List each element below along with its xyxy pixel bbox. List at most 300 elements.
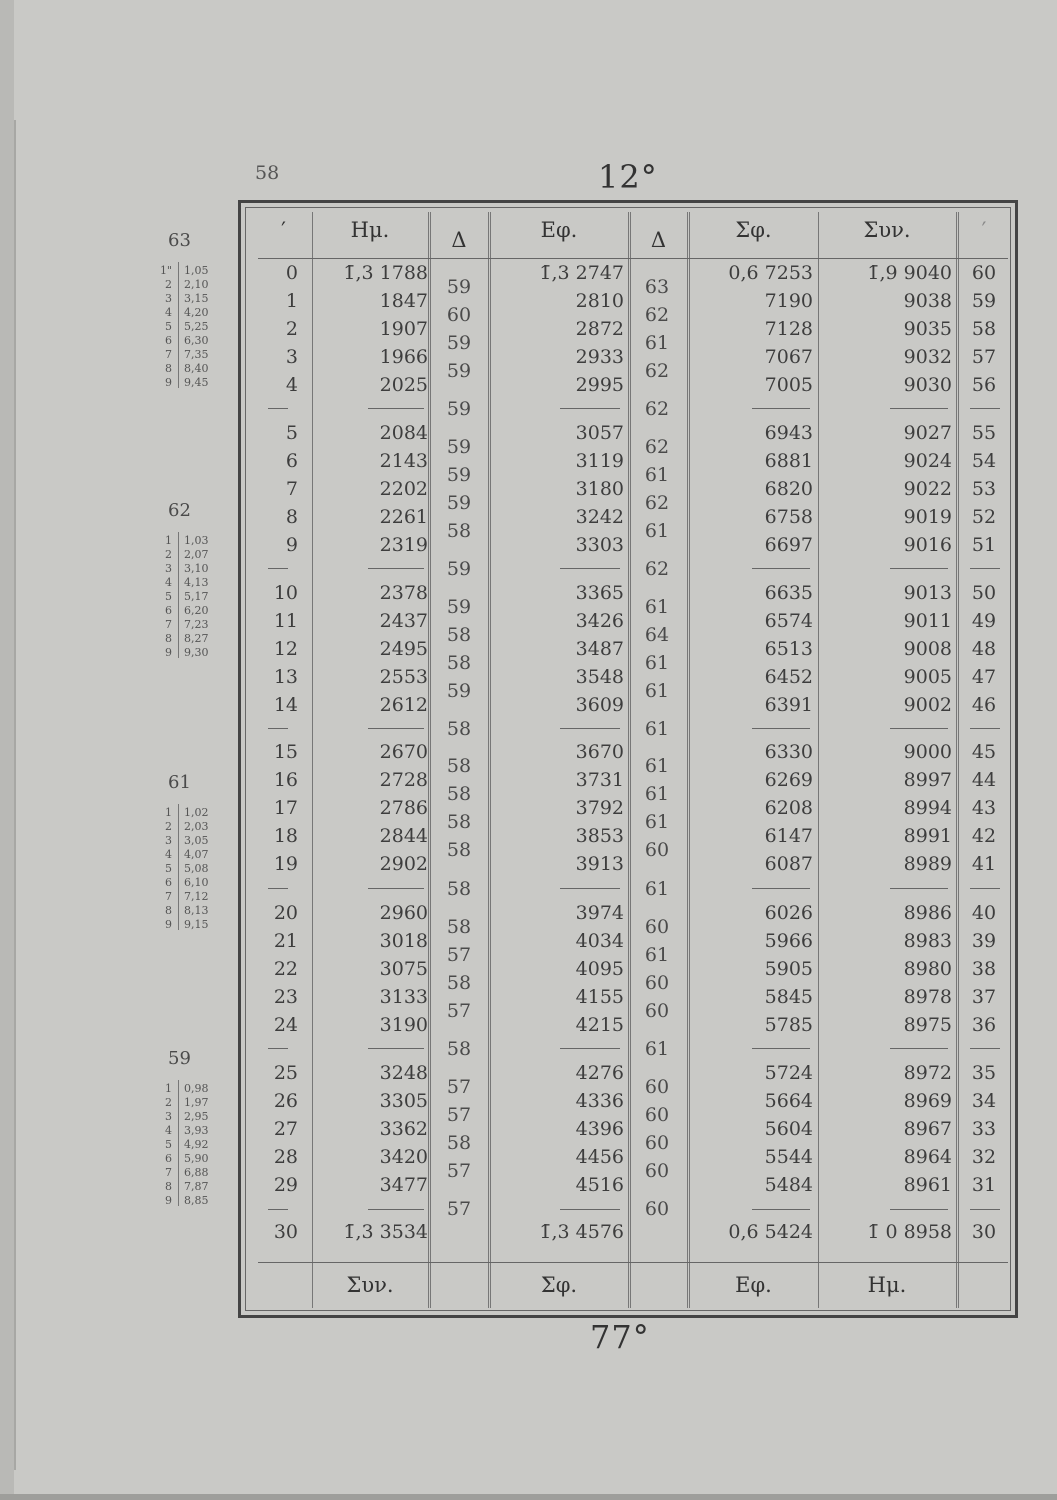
sin-cell: 2786 xyxy=(379,797,428,819)
proportional-parts-seconds: 5 xyxy=(165,862,172,875)
proportional-parts-value: 7,35 xyxy=(184,348,209,361)
proportional-parts-seconds: 2 xyxy=(165,548,172,561)
minute-cell: 21 xyxy=(273,930,298,952)
tan-cell: 4034 xyxy=(575,930,624,952)
minute-cell: 26 xyxy=(273,1090,298,1112)
sin-cell: 1966 xyxy=(379,346,428,368)
delta-sin-cell: 60 xyxy=(446,304,472,326)
group-separator xyxy=(560,568,620,569)
delta-tan-cell: 61 xyxy=(644,877,670,900)
group-separator xyxy=(752,728,810,729)
cot-cell: 6452 xyxy=(764,666,813,688)
proportional-parts-header: 61 xyxy=(168,772,191,793)
cot-cell: 5845 xyxy=(764,986,813,1008)
group-separator xyxy=(970,1209,1000,1210)
cot-cell: 0,6 5424 xyxy=(728,1221,813,1243)
delta-tan-cell: 63 xyxy=(644,276,670,298)
minute-cell: 3 xyxy=(285,346,298,368)
delta-tan-cell: 61 xyxy=(644,652,670,674)
proportional-parts-value: 9,15 xyxy=(184,918,209,931)
proportional-parts-seconds: 3 xyxy=(165,1110,172,1123)
minute-cell: 20 xyxy=(273,902,298,924)
sin-cell: 2553 xyxy=(379,666,428,688)
proportional-parts-value: 5,08 xyxy=(184,862,209,875)
proportional-parts-seconds: 7 xyxy=(165,348,172,361)
sin-cell: 3190 xyxy=(379,1014,428,1036)
proportional-parts-value: 2,03 xyxy=(184,820,209,833)
cos-cell: 8980 xyxy=(903,958,952,980)
delta-tan-cell: 60 xyxy=(644,972,670,994)
sin-cell: 2670 xyxy=(379,741,428,763)
minute-right-cell: 53 xyxy=(971,478,997,500)
minute-cell: 24 xyxy=(273,1014,298,1036)
cos-cell: 8989 xyxy=(903,853,952,875)
cos-cell: 8986 xyxy=(903,902,952,924)
proportional-parts-value: 8,40 xyxy=(184,362,209,375)
cot-cell: 5664 xyxy=(764,1090,813,1112)
minute-cell: 5 xyxy=(285,422,298,444)
proportional-parts-value: 0,98 xyxy=(184,1082,209,1095)
footer-sin: Ημ. xyxy=(867,1273,907,1297)
proportional-parts-value: 4,92 xyxy=(184,1138,209,1151)
cos-cell: 8967 xyxy=(903,1118,952,1140)
proportional-parts-seconds: 2 xyxy=(165,820,172,833)
tan-cell: 1̄,3 4576 xyxy=(539,1221,624,1243)
proportional-parts-value: 3,93 xyxy=(184,1124,209,1137)
cot-cell: 5544 xyxy=(764,1146,813,1168)
proportional-parts-header: 63 xyxy=(168,230,191,251)
sin-cell: 2143 xyxy=(379,450,428,472)
minute-cell: 16 xyxy=(273,769,298,791)
group-separator xyxy=(268,408,288,409)
group-separator xyxy=(560,408,620,409)
delta-tan-cell: 61 xyxy=(644,332,670,354)
group-separator xyxy=(268,1048,288,1049)
sin-cell: 2902 xyxy=(379,853,428,875)
delta-tan-cell: 61 xyxy=(644,464,670,486)
header-minutes: ′ xyxy=(281,218,286,242)
proportional-parts-value: 3,10 xyxy=(184,562,209,575)
cot-cell: 6943 xyxy=(764,422,813,444)
cos-cell: 8975 xyxy=(903,1014,952,1036)
group-separator xyxy=(970,728,1000,729)
tan-cell: 4155 xyxy=(575,986,624,1008)
group-separator xyxy=(560,728,620,729)
minute-right-cell: 38 xyxy=(971,958,997,980)
group-separator xyxy=(560,888,620,889)
cos-cell: 8972 xyxy=(903,1062,952,1084)
degree-heading-top: 12° xyxy=(598,158,658,196)
proportional-parts-seconds: 7 xyxy=(165,618,172,631)
proportional-parts-seconds: 8 xyxy=(165,362,172,375)
delta-tan-cell: 61 xyxy=(644,717,670,740)
delta-sin-cell: 58 xyxy=(446,755,472,777)
sin-cell: 2728 xyxy=(379,769,428,791)
delta-tan-cell: 61 xyxy=(644,811,670,833)
cot-cell: 6391 xyxy=(764,694,813,716)
proportional-parts-seconds: 2 xyxy=(165,1096,172,1109)
header-cos: Συν. xyxy=(863,218,911,242)
delta-tan-cell: 60 xyxy=(644,1160,670,1182)
tan-cell: 3057 xyxy=(575,422,624,444)
proportional-parts-value: 7,12 xyxy=(184,890,209,903)
proportional-parts-divider xyxy=(178,1080,179,1206)
group-separator xyxy=(890,888,948,889)
group-separator xyxy=(890,1209,948,1210)
minute-cell: 30 xyxy=(273,1221,298,1243)
group-separator xyxy=(368,728,424,729)
proportional-parts-value: 5,90 xyxy=(184,1152,209,1165)
minute-cell: 9 xyxy=(285,534,298,556)
tan-cell: 4456 xyxy=(575,1146,624,1168)
minute-right-cell: 55 xyxy=(971,422,997,444)
group-separator xyxy=(752,1048,810,1049)
delta-tan-cell: 61 xyxy=(644,596,670,618)
delta-tan-cell: 61 xyxy=(644,783,670,805)
sin-cell: 3305 xyxy=(379,1090,428,1112)
minute-cell: 27 xyxy=(273,1118,298,1140)
proportional-parts-seconds: 5 xyxy=(165,320,172,333)
cos-cell: 1̄,9 9040 xyxy=(867,262,952,284)
sin-cell: 1907 xyxy=(379,318,428,340)
sin-cell: 3248 xyxy=(379,1062,428,1084)
proportional-parts-value: 2,95 xyxy=(184,1110,209,1123)
delta-sin-cell: 57 xyxy=(446,1000,472,1022)
tan-cell: 4516 xyxy=(575,1174,624,1196)
sin-cell: 2261 xyxy=(379,506,428,528)
proportional-parts-value: 6,20 xyxy=(184,604,209,617)
group-separator xyxy=(890,728,948,729)
cos-cell: 9013 xyxy=(903,582,952,604)
delta-tan-cell: 60 xyxy=(644,1197,670,1220)
minute-right-cell: 33 xyxy=(971,1118,997,1140)
delta-tan-cell: 60 xyxy=(644,916,670,938)
minute-right-cell: 60 xyxy=(971,262,997,284)
proportional-parts-divider xyxy=(178,532,179,658)
degree-heading-bottom: 77° xyxy=(590,1318,650,1356)
cos-cell: 8991 xyxy=(903,825,952,847)
minute-right-cell: 34 xyxy=(971,1090,997,1112)
delta-sin-cell: 58 xyxy=(446,1132,472,1154)
delta-tan-cell: 61 xyxy=(644,944,670,966)
sin-cell: 3075 xyxy=(379,958,428,980)
tan-cell: 3119 xyxy=(575,450,624,472)
delta-tan-cell: 60 xyxy=(644,839,670,861)
sin-cell: 2437 xyxy=(379,610,428,632)
sin-cell: 1̄,3 1788 xyxy=(343,262,428,284)
cos-cell: 9008 xyxy=(903,638,952,660)
tan-cell: 3365 xyxy=(575,582,624,604)
delta-sin-cell: 59 xyxy=(446,492,472,514)
minute-cell: 23 xyxy=(273,986,298,1008)
tan-cell: 4336 xyxy=(575,1090,624,1112)
minute-right-cell: 30 xyxy=(971,1221,997,1243)
delta-tan-cell: 61 xyxy=(644,755,670,777)
delta-sin-cell: 58 xyxy=(446,811,472,833)
cos-cell: 9022 xyxy=(903,478,952,500)
cos-cell: 8961 xyxy=(903,1174,952,1196)
group-separator xyxy=(752,1209,810,1210)
sin-cell: 3362 xyxy=(379,1118,428,1140)
minute-cell: 18 xyxy=(273,825,298,847)
delta-sin-cell: 58 xyxy=(446,1038,472,1060)
tan-cell: 4095 xyxy=(575,958,624,980)
proportional-parts-value: 3,05 xyxy=(184,834,209,847)
proportional-parts-value: 1,02 xyxy=(184,806,209,819)
minute-right-cell: 48 xyxy=(971,638,997,660)
delta-sin-cell: 57 xyxy=(446,944,472,966)
sin-cell: 2960 xyxy=(379,902,428,924)
sin-cell: 1847 xyxy=(379,290,428,312)
tan-cell: 3670 xyxy=(575,741,624,763)
proportional-parts-value: 6,30 xyxy=(184,334,209,347)
group-separator xyxy=(970,408,1000,409)
group-separator xyxy=(368,1209,424,1210)
proportional-parts-seconds: 4 xyxy=(165,848,172,861)
sin-cell: 2378 xyxy=(379,582,428,604)
minute-right-cell: 49 xyxy=(971,610,997,632)
tan-cell: 3303 xyxy=(575,534,624,556)
cos-cell: 9016 xyxy=(903,534,952,556)
minute-right-cell: 46 xyxy=(971,694,997,716)
minute-right-cell: 54 xyxy=(971,450,997,472)
delta-sin-cell: 59 xyxy=(446,558,472,580)
cot-cell: 5905 xyxy=(764,958,813,980)
delta-sin-cell: 59 xyxy=(446,360,472,382)
minute-cell: 17 xyxy=(273,797,298,819)
delta-tan-cell: 62 xyxy=(644,558,670,580)
header-sin: Ημ. xyxy=(350,218,390,242)
sin-cell: 3477 xyxy=(379,1174,428,1196)
proportional-parts-seconds: 1" xyxy=(159,264,172,277)
minute-right-cell: 59 xyxy=(971,290,997,312)
minute-cell: 6 xyxy=(285,450,298,472)
delta-tan-cell: 62 xyxy=(644,492,670,514)
minute-cell: 28 xyxy=(273,1146,298,1168)
sin-cell: 3420 xyxy=(379,1146,428,1168)
proportional-parts-seconds: 7 xyxy=(165,890,172,903)
delta-tan-cell: 62 xyxy=(644,436,670,458)
minute-cell: 8 xyxy=(285,506,298,528)
group-separator xyxy=(368,568,424,569)
cos-cell: 9035 xyxy=(903,318,952,340)
delta-sin-cell: 58 xyxy=(446,652,472,674)
minute-right-cell: 51 xyxy=(971,534,997,556)
cot-cell: 6087 xyxy=(764,853,813,875)
header-delta-tan: Δ xyxy=(650,228,667,252)
group-separator xyxy=(752,888,810,889)
tan-cell: 3974 xyxy=(575,902,624,924)
delta-sin-cell: 58 xyxy=(446,916,472,938)
minute-right-cell: 44 xyxy=(971,769,997,791)
minute-right-cell: 50 xyxy=(971,582,997,604)
delta-tan-cell: 64 xyxy=(644,624,670,646)
proportional-parts-seconds: 6 xyxy=(165,1152,172,1165)
cot-cell: 6330 xyxy=(764,741,813,763)
cos-cell: 9038 xyxy=(903,290,952,312)
cot-cell: 6881 xyxy=(764,450,813,472)
tan-cell: 3609 xyxy=(575,694,624,716)
group-separator xyxy=(970,568,1000,569)
cos-cell: 9005 xyxy=(903,666,952,688)
cot-cell: 6513 xyxy=(764,638,813,660)
minute-right-cell: 41 xyxy=(971,853,997,875)
proportional-parts-value: 7,87 xyxy=(184,1180,209,1193)
cot-cell: 5785 xyxy=(764,1014,813,1036)
proportional-parts-seconds: 9 xyxy=(165,1194,172,1207)
delta-sin-cell: 59 xyxy=(446,276,472,298)
cos-cell: 9000 xyxy=(903,741,952,763)
minute-right-cell: 57 xyxy=(971,346,997,368)
tan-cell: 4215 xyxy=(575,1014,624,1036)
tan-cell: 2933 xyxy=(575,346,624,368)
group-separator xyxy=(268,1209,288,1210)
cot-cell: 5604 xyxy=(764,1118,813,1140)
sin-cell: 2202 xyxy=(379,478,428,500)
proportional-parts-seconds: 8 xyxy=(165,904,172,917)
delta-tan-cell: 60 xyxy=(644,1076,670,1098)
minute-right-cell: 42 xyxy=(971,825,997,847)
cot-cell: 7190 xyxy=(764,290,813,312)
cos-cell: 9027 xyxy=(903,422,952,444)
cot-cell: 6820 xyxy=(764,478,813,500)
delta-sin-cell: 59 xyxy=(446,332,472,354)
sin-cell: 3133 xyxy=(379,986,428,1008)
cos-cell: 9019 xyxy=(903,506,952,528)
minute-cell: 15 xyxy=(273,741,298,763)
proportional-parts-seconds: 6 xyxy=(165,334,172,347)
sin-cell: 1̄,3 3534 xyxy=(343,1221,428,1243)
footer-cot: Σφ. xyxy=(540,1273,578,1297)
proportional-parts-seconds: 7 xyxy=(165,1166,172,1179)
group-separator xyxy=(268,728,288,729)
delta-sin-cell: 58 xyxy=(446,877,472,900)
minute-cell: 13 xyxy=(273,666,298,688)
proportional-parts-value: 9,45 xyxy=(184,376,209,389)
proportional-parts-seconds: 9 xyxy=(165,646,172,659)
tan-cell: 3913 xyxy=(575,853,624,875)
group-separator xyxy=(890,568,948,569)
footer-tan: Εφ. xyxy=(735,1273,772,1297)
minute-cell: 4 xyxy=(285,374,298,396)
tan-cell: 2810 xyxy=(575,290,624,312)
group-separator xyxy=(368,1048,424,1049)
minute-right-cell: 32 xyxy=(971,1146,997,1168)
delta-tan-cell: 60 xyxy=(644,1000,670,1022)
proportional-parts-value: 2,10 xyxy=(184,278,209,291)
delta-tan-cell: 61 xyxy=(644,520,670,542)
proportional-parts-value: 2,07 xyxy=(184,548,209,561)
proportional-parts-value: 5,25 xyxy=(184,320,209,333)
tan-cell: 3792 xyxy=(575,797,624,819)
delta-tan-cell: 62 xyxy=(644,360,670,382)
cos-cell: 9002 xyxy=(903,694,952,716)
cos-cell: 9032 xyxy=(903,346,952,368)
cos-cell: 1̄ 0 8958 xyxy=(867,1221,952,1243)
proportional-parts-value: 1,05 xyxy=(184,264,209,277)
tan-cell: 3242 xyxy=(575,506,624,528)
delta-tan-cell: 62 xyxy=(644,398,670,420)
minute-right-cell: 36 xyxy=(971,1014,997,1036)
minute-right-cell: 45 xyxy=(971,741,997,763)
header-tan: Εφ. xyxy=(540,218,578,242)
delta-sin-cell: 58 xyxy=(446,520,472,542)
sin-cell: 2612 xyxy=(379,694,428,716)
group-separator xyxy=(752,568,810,569)
sin-cell: 2084 xyxy=(379,422,428,444)
group-separator xyxy=(368,408,424,409)
sin-cell: 2844 xyxy=(379,825,428,847)
delta-sin-cell: 58 xyxy=(446,717,472,740)
minute-cell: 19 xyxy=(273,853,298,875)
sin-cell: 3018 xyxy=(379,930,428,952)
header-cot: Σφ. xyxy=(735,218,772,242)
cot-cell: 6269 xyxy=(764,769,813,791)
proportional-parts-seconds: 4 xyxy=(165,306,172,319)
proportional-parts-value: 3,15 xyxy=(184,292,209,305)
minute-cell: 12 xyxy=(273,638,298,660)
minute-right-cell: 35 xyxy=(971,1062,997,1084)
proportional-parts-seconds: 4 xyxy=(165,1124,172,1137)
proportional-parts-value: 4,20 xyxy=(184,306,209,319)
proportional-parts-seconds: 9 xyxy=(165,918,172,931)
minute-right-cell: 39 xyxy=(971,930,997,952)
delta-sin-cell: 59 xyxy=(446,436,472,458)
proportional-parts-value: 8,85 xyxy=(184,1194,209,1207)
minute-cell: 11 xyxy=(273,610,298,632)
delta-sin-cell: 59 xyxy=(446,596,472,618)
proportional-parts-value: 7,23 xyxy=(184,618,209,631)
delta-sin-cell: 57 xyxy=(446,1197,472,1220)
minute-cell: 22 xyxy=(273,958,298,980)
tan-cell: 3731 xyxy=(575,769,624,791)
proportional-parts-seconds: 1 xyxy=(165,806,172,819)
proportional-parts-seconds: 6 xyxy=(165,604,172,617)
proportional-parts-seconds: 8 xyxy=(165,1180,172,1193)
proportional-parts-header: 62 xyxy=(168,500,191,521)
proportional-parts-seconds: 1 xyxy=(165,1082,172,1095)
cot-cell: 6208 xyxy=(764,797,813,819)
cos-cell: 9011 xyxy=(903,610,952,632)
proportional-parts-value: 4,13 xyxy=(184,576,209,589)
delta-tan-cell: 61 xyxy=(644,680,670,702)
proportional-parts-seconds: 4 xyxy=(165,576,172,589)
cot-cell: 6758 xyxy=(764,506,813,528)
cot-cell: 6147 xyxy=(764,825,813,847)
delta-sin-cell: 57 xyxy=(446,1160,472,1182)
delta-sin-cell: 58 xyxy=(446,972,472,994)
tan-cell: 2872 xyxy=(575,318,624,340)
proportional-parts-value: 6,10 xyxy=(184,876,209,889)
cot-cell: 5966 xyxy=(764,930,813,952)
tan-cell: 3548 xyxy=(575,666,624,688)
proportional-parts-value: 4,07 xyxy=(184,848,209,861)
proportional-parts-value: 1,97 xyxy=(184,1096,209,1109)
header-minutes-right: ′ xyxy=(981,218,987,242)
group-separator xyxy=(890,1048,948,1049)
cos-cell: 9024 xyxy=(903,450,952,472)
minute-cell: 10 xyxy=(273,582,298,604)
cos-cell: 8994 xyxy=(903,797,952,819)
group-separator xyxy=(268,568,288,569)
cot-cell: 6635 xyxy=(764,582,813,604)
minute-cell: 1 xyxy=(285,290,298,312)
proportional-parts-value: 1,03 xyxy=(184,534,209,547)
header-delta-sin: Δ xyxy=(451,228,467,252)
tan-cell: 3853 xyxy=(575,825,624,847)
cos-cell: 8978 xyxy=(903,986,952,1008)
proportional-parts-value: 6,88 xyxy=(184,1166,209,1179)
